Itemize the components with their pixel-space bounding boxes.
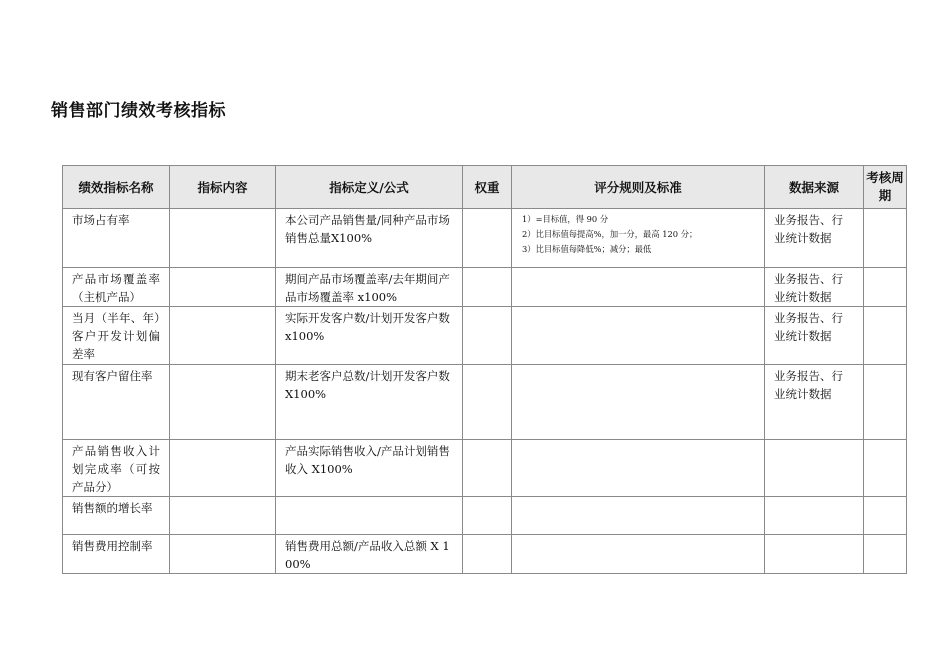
indicator-content-cell [170,268,276,307]
header-assessment-cycle: 考核周期 [864,166,907,209]
definition-cell: 实际开发客户数/计划开发客户数 x100% [276,307,463,365]
definition-cell: 期间产品市场覆盖率/去年期间产品市场覆盖率 x100% [276,268,463,307]
weight-cell [463,209,512,268]
weight-cell [463,535,512,574]
table-row [63,497,907,535]
scoring-rules-cell [512,307,765,365]
scoring-rule-line: 2）比目标值每提高%，加一分，最高 120 分； [522,229,698,239]
data-source-cell [765,535,864,574]
table-row [63,209,907,268]
weight-cell [463,307,512,365]
indicator-content-cell [170,307,276,365]
weight-cell [463,268,512,307]
indicator-content-cell [170,209,276,268]
weight-cell [463,440,512,497]
cycle-cell [864,497,907,535]
scoring-rules-cell [512,365,765,440]
header-scoring-rules: 评分规则及标准 [512,166,765,209]
data-source-cell: 业务报告、行业统计数据 [765,268,864,307]
indicator-name-cell: 产品市场覆盖率（主机产品） [63,268,170,307]
cycle-cell [864,440,907,497]
data-source-cell: 业务报告、行业统计数据 [765,209,864,268]
data-source-cell [765,440,864,497]
table-row [63,440,907,497]
table-header-row [63,166,907,209]
indicator-name-cell: 当月（半年、年）客户开发计划偏差率 [63,307,170,365]
table-row [63,535,907,574]
indicator-name-cell: 产品销售收入计划完成率（可按产品分） [63,440,170,497]
indicator-name-cell: 销售费用控制率 [63,535,170,574]
cycle-cell [864,268,907,307]
data-source-cell: 业务报告、行业统计数据 [765,307,864,365]
cycle-cell [864,365,907,440]
header-weight: 权重 [463,166,512,209]
header-indicator-content: 指标内容 [170,166,276,209]
scoring-rules-cell [512,497,765,535]
cycle-cell [864,307,907,365]
scoring-rule-line: 3）比目标值每降低%；减分；最低 [522,244,652,254]
weight-cell [463,497,512,535]
scoring-rule-line: 1）=目标值，得 90 分 [522,214,609,224]
cycle-cell [864,209,907,268]
indicator-content-cell [170,440,276,497]
header-indicator-name: 绩效指标名称 [63,166,170,209]
indicator-name-cell: 销售额的增长率 [63,497,170,535]
definition-cell: 本公司产品销售量/同种产品市场销售总量X100% [276,209,463,268]
scoring-rules-cell [512,440,765,497]
data-source-cell [765,497,864,535]
scoring-rules-cell [512,535,765,574]
indicator-content-cell [170,535,276,574]
scoring-rules-cell [512,209,765,268]
definition-cell: 期末老客户总数/计划开发客户数X100% [276,365,463,440]
definition-cell: 销售费用总额/产品收入总额 X 100% [276,535,463,574]
table-row [63,268,907,307]
data-source-cell: 业务报告、行业统计数据 [765,365,864,440]
table-row [63,365,907,440]
table-row [63,307,907,365]
indicator-content-cell [170,365,276,440]
header-data-source: 数据来源 [765,166,864,209]
weight-cell [463,365,512,440]
indicator-content-cell [170,497,276,535]
header-definition-formula: 指标定义/公式 [276,166,463,209]
definition-cell [276,497,463,535]
cycle-cell [864,535,907,574]
kpi-table [62,165,907,574]
definition-cell: 产品实际销售收入/产品计划销售收入 X100% [276,440,463,497]
indicator-name-cell: 市场占有率 [63,209,170,268]
indicator-name-cell: 现有客户留住率 [63,365,170,440]
scoring-rules-cell [512,268,765,307]
page-title: 销售部门绩效考核指标 [51,101,226,121]
